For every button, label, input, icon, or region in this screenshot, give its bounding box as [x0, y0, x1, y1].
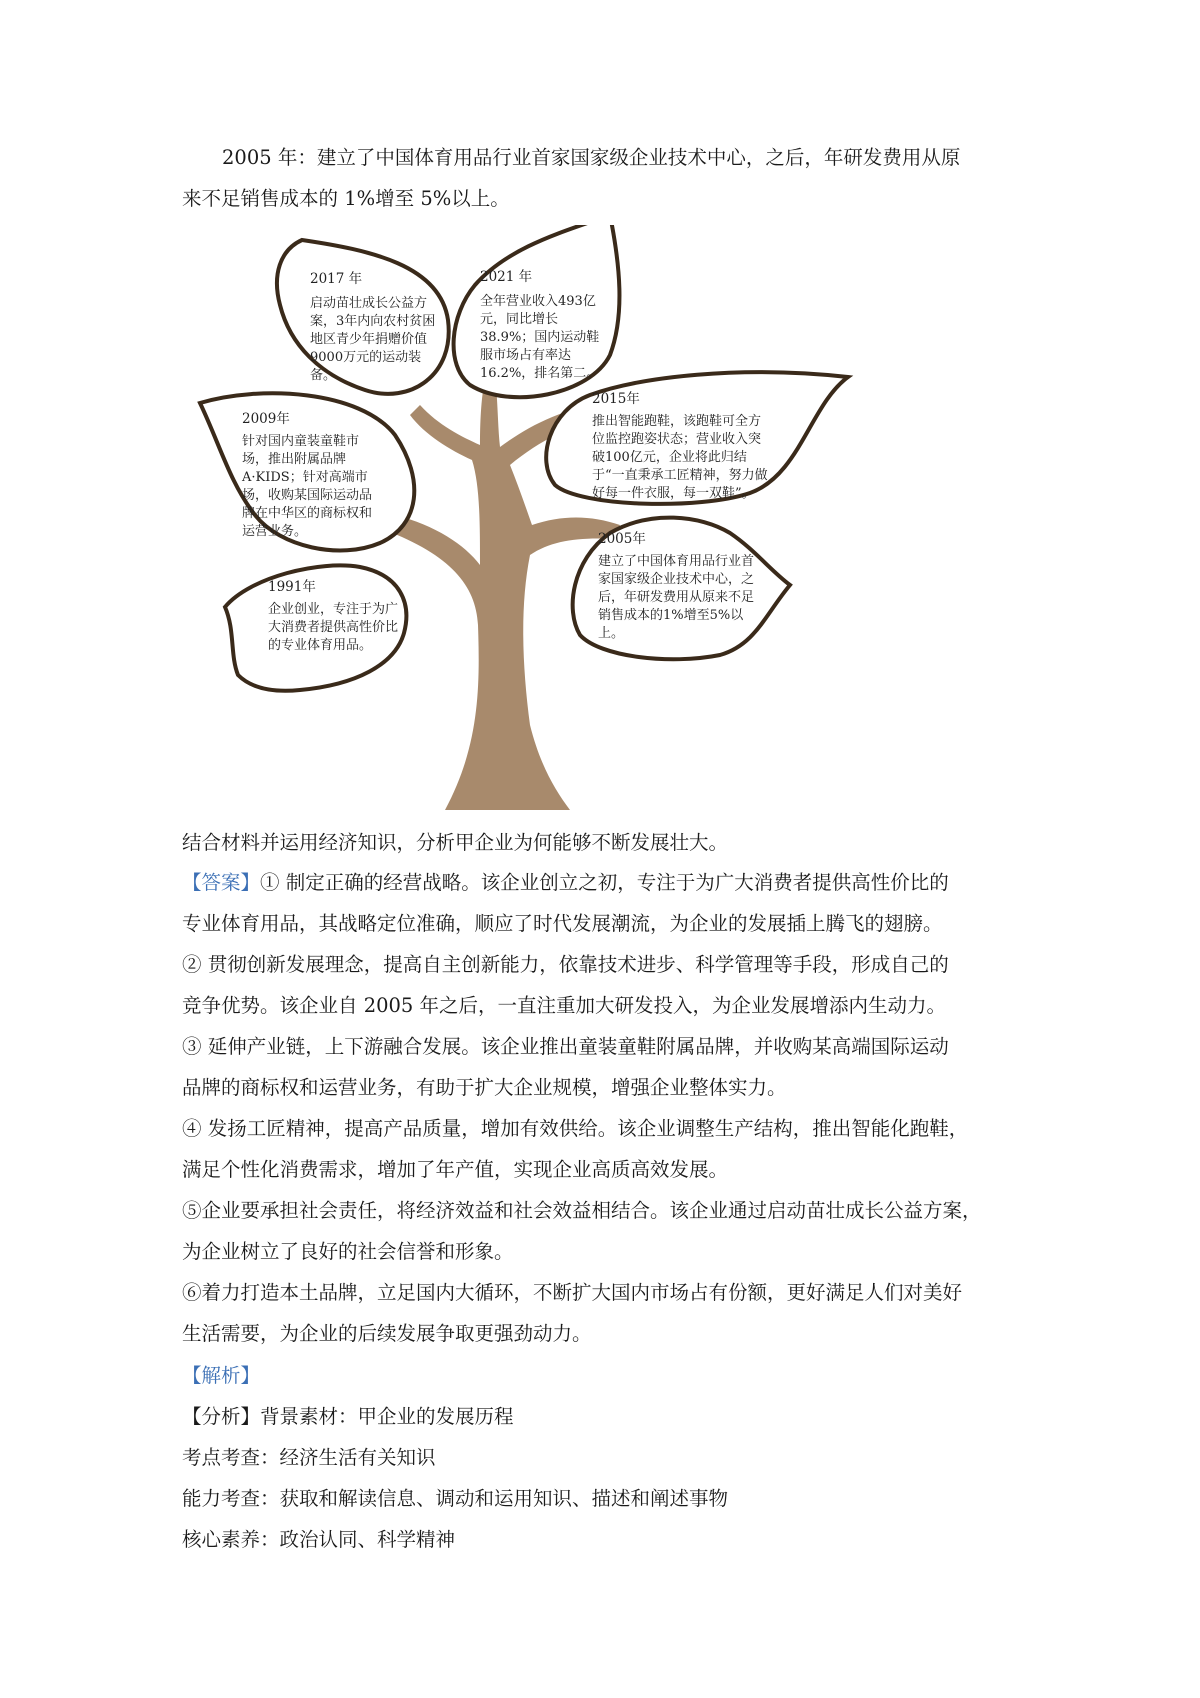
intro-line-1: 2005 年：建立了中国体育用品行业首家国家级企业技术中心，之后，年研发费用从原 [222, 146, 961, 169]
leaf-2009-text: 针对国内童装童鞋市场，推出附属品牌A·KIDS；针对高端市场，收购某国际运动品牌在中华区的商标权和运营业务。 [242, 434, 373, 539]
answer-p2-l1: ② 贯彻创新发展理念，提高自主创新能力，依靠技术进步、科学管理等手段，形成自己的 [182, 953, 949, 976]
leaf-1991-text: 企业创业，专注于为广大消费者提供高性价比的专业体育用品。 [268, 602, 399, 653]
question: 结合材料并运用经济知识，分析甲企业为何能够不断发展壮大。 [182, 831, 729, 854]
analysis-line-2: 考点考查：经济生活有关知识 [182, 1446, 436, 1469]
answer-p6-l1: ⑥着力打造本土品牌，立足国内大循环，不断扩大国内市场占有份额，更好满足人们对美好 [182, 1281, 963, 1304]
answer-p2-l2: 竞争优势。该企业自 2005 年之后，一直注重加大研发投入，为企业发展增添内生动力。 [182, 994, 947, 1017]
leaf-1991-year: 1991年 [268, 579, 316, 595]
leaf-2017-text: 启动苗壮成长公益方案，3年内向农村贫困地区青少年捐赠价值9000万元的运动装备。 [310, 296, 436, 383]
leaf-2005-year: 2005年 [598, 531, 646, 547]
answer-p1-l2: 专业体育用品，其战略定位准确，顺应了时代发展潮流，为企业的发展插上腾飞的翅膀。 [182, 912, 943, 935]
leaf-2009-year: 2009年 [242, 411, 290, 427]
answer-p6-l2: 生活需要，为企业的后续发展争取更强劲动力。 [182, 1322, 592, 1345]
analysis-line-1: 【分析】背景素材：甲企业的发展历程 [182, 1405, 514, 1428]
answer-p4-l1: ④ 发扬工匠精神，提高产品质量，增加有效供给。该企业调整生产结构，推出智能化跑鞋， [182, 1117, 969, 1140]
analysis-line-4: 核心素养：政治认同、科学精神 [182, 1528, 456, 1551]
leaf-2021-text: 全年营业收入493亿元，同比增长38.9%；国内运动鞋服市场占有率达16.2%，排名第二。 [480, 294, 600, 381]
answer-tag: 【答案】 [182, 871, 261, 894]
answer-p3-l2: 品牌的商标权和运营业务，有助于扩大企业规模，增强企业整体实力。 [182, 1076, 787, 1099]
leaf-2015-text: 推出智能跑鞋，该跑鞋可全方位监控跑姿状态；营业收入突破100亿元，企业将此归结于“一直秉承工匠精神，努力做好每一件衣服，每一双鞋”。 [592, 414, 768, 501]
leaf-2021-year: 2021 年 [480, 269, 533, 285]
intro-paragraph [182, 137, 1030, 219]
answer-p5-l1: ⑤企业要承担社会责任，将经济效益和社会效益相结合。该企业通过启动苗壮成长公益方案， [182, 1199, 982, 1222]
development-tree-figure [180, 225, 940, 810]
answer-p4-l2: 满足个性化消费需求，增加了年产值，实现企业高质高效发展。 [182, 1158, 729, 1181]
leaf-2017-year: 2017 年 [310, 271, 363, 287]
analysis-block [182, 1355, 1030, 1560]
intro-line-2: 来不足销售成本的 1%增至 5%以上。 [182, 187, 510, 210]
answer-p1-l1: ① 制定正确的经营战略。该企业创立之初，专注于为广大消费者提供高性价比的 [260, 871, 949, 894]
analysis-tag: 【解析】 [182, 1364, 261, 1387]
leaf-2005-text: 建立了中国体育用品行业首家国家级企业技术中心，之后，年研发费用从原来不足销售成本的1%增至5%以上。 [598, 554, 755, 641]
answer-p5-l2: 为企业树立了良好的社会信誉和形象。 [182, 1240, 514, 1263]
answer-line-1 [182, 862, 1030, 903]
leaf-2015-year: 2015年 [592, 391, 640, 407]
answer-block [182, 862, 1030, 1354]
analysis-line-3: 能力考查：获取和解读信息、调动和运用知识、描述和阐述事物 [182, 1487, 729, 1510]
answer-p3-l1: ③ 延伸产业链，上下游融合发展。该企业推出童装童鞋附属品牌，并收购某高端国际运动 [182, 1035, 949, 1058]
